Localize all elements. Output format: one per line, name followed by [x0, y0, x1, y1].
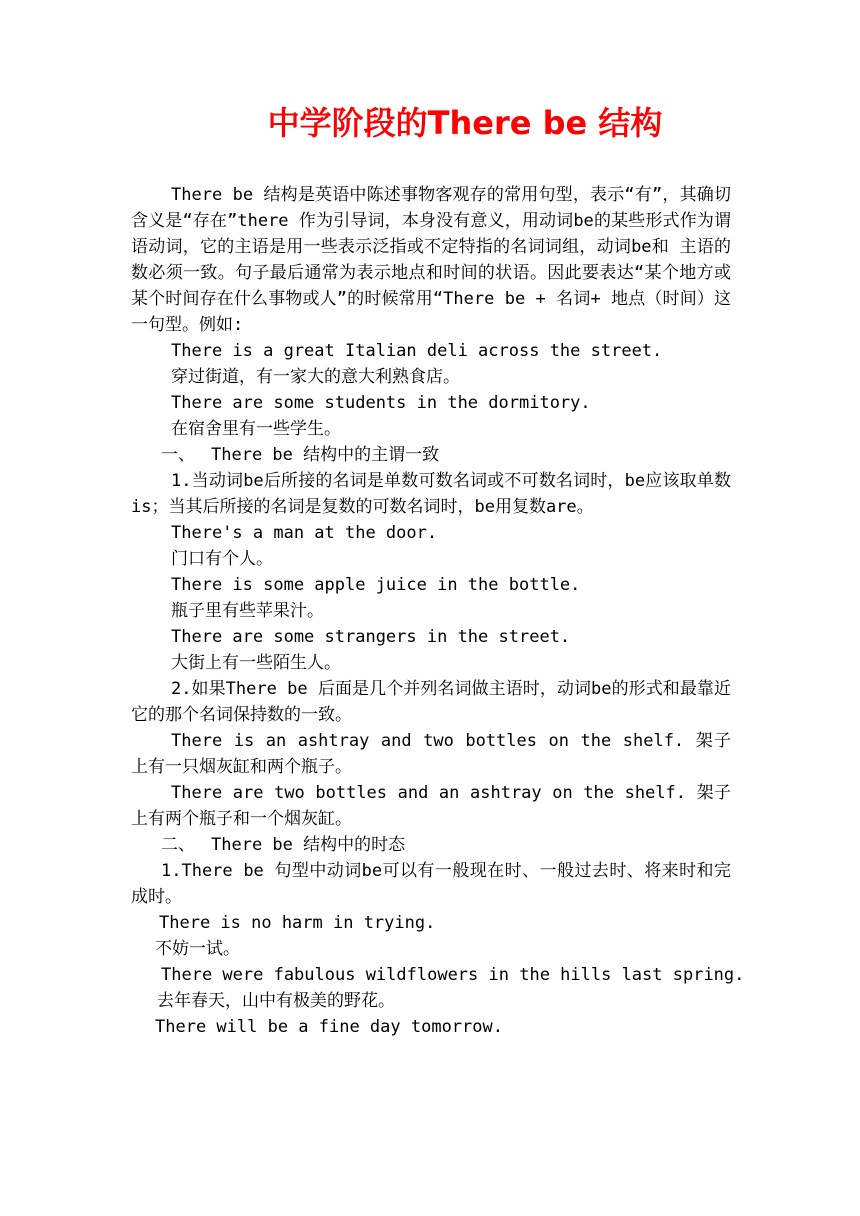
section-title: There be 结构中的主谓一致: [211, 445, 440, 465]
example-en: There's a man at the door.: [171, 523, 438, 543]
rule-paragraph: 1.There be 句型中动词be可以有一般现在时、一般过去时、将来时和完成时。: [131, 861, 731, 907]
example-paragraph: There is an ashtray and two bottles on the shelf. 架子上有一只烟灰缸和两个瓶子。: [131, 731, 731, 777]
example-en: There are some strangers in the street.: [171, 627, 571, 647]
intro-paragraph: There be 结构是英语中陈述事物客观存的常用句型，表示“有”，其确切含义是“存在”there 作为引导词，本身没有意义，用动词be的某些形式作为谓语动词，它的主语是用一些表示泛指或不定特指的名词词组，动词be和 主语的数必须一致。句子最后通常为表示地点和时间的状语。因此要表达“某个地方或某个时间存在什么事物或人”的时候常用“There be + 名词+ 地点（时间）这一句型。例如:: [131, 185, 731, 335]
section-heading-2: [131, 832, 731, 858]
example-cn: 门口有个人。: [171, 549, 273, 569]
example-cn: 不妨一试。: [155, 939, 240, 959]
example-en: There will be a fine day tomorrow.: [155, 1017, 503, 1037]
example-en: There is no harm in trying.: [159, 913, 436, 933]
example-en: There are some students in the dormitory.: [171, 393, 591, 413]
section-title: There be 结构中的时态: [211, 835, 406, 855]
section-number: 二、: [161, 835, 195, 855]
example-cn: 大街上有一些陌生人。: [171, 653, 341, 673]
rule-paragraph: 2.如果There be 后面是几个并列名词做主语时，动词be的形式和最靠近它的那个名词保持数的一致。: [131, 679, 731, 725]
example-cn: 穿过街道，有一家大的意大利熟食店。: [171, 367, 460, 387]
section-number: 一、: [161, 445, 195, 465]
example-cn: 瓶子里有些苹果汁。: [171, 601, 324, 621]
example-en: There is some apple juice in the bottle.: [171, 575, 581, 595]
example-cn: 去年春天，山中有极美的野花。: [157, 991, 395, 1011]
example-paragraph: There are two bottles and an ashtray on the shelf. 架子上有两个瓶子和一个烟灰缸。: [131, 783, 731, 829]
document-body: [131, 182, 745, 1040]
example-cn: 在宿舍里有一些学生。: [171, 419, 341, 439]
section-heading-1: [131, 442, 731, 468]
rule-paragraph: 1.当动词be后所接的名词是单数可数名词或不可数名词时，be应该取单数is；当其后所接的名词是复数的可数名词时，be用复数are。: [131, 471, 731, 517]
example-en: There were fabulous wildflowers in the hills last spring.: [161, 965, 745, 985]
page-title: 中学阶段的There be 结构: [267, 104, 663, 142]
example-en: There is a great Italian deli across the street.: [171, 341, 663, 361]
